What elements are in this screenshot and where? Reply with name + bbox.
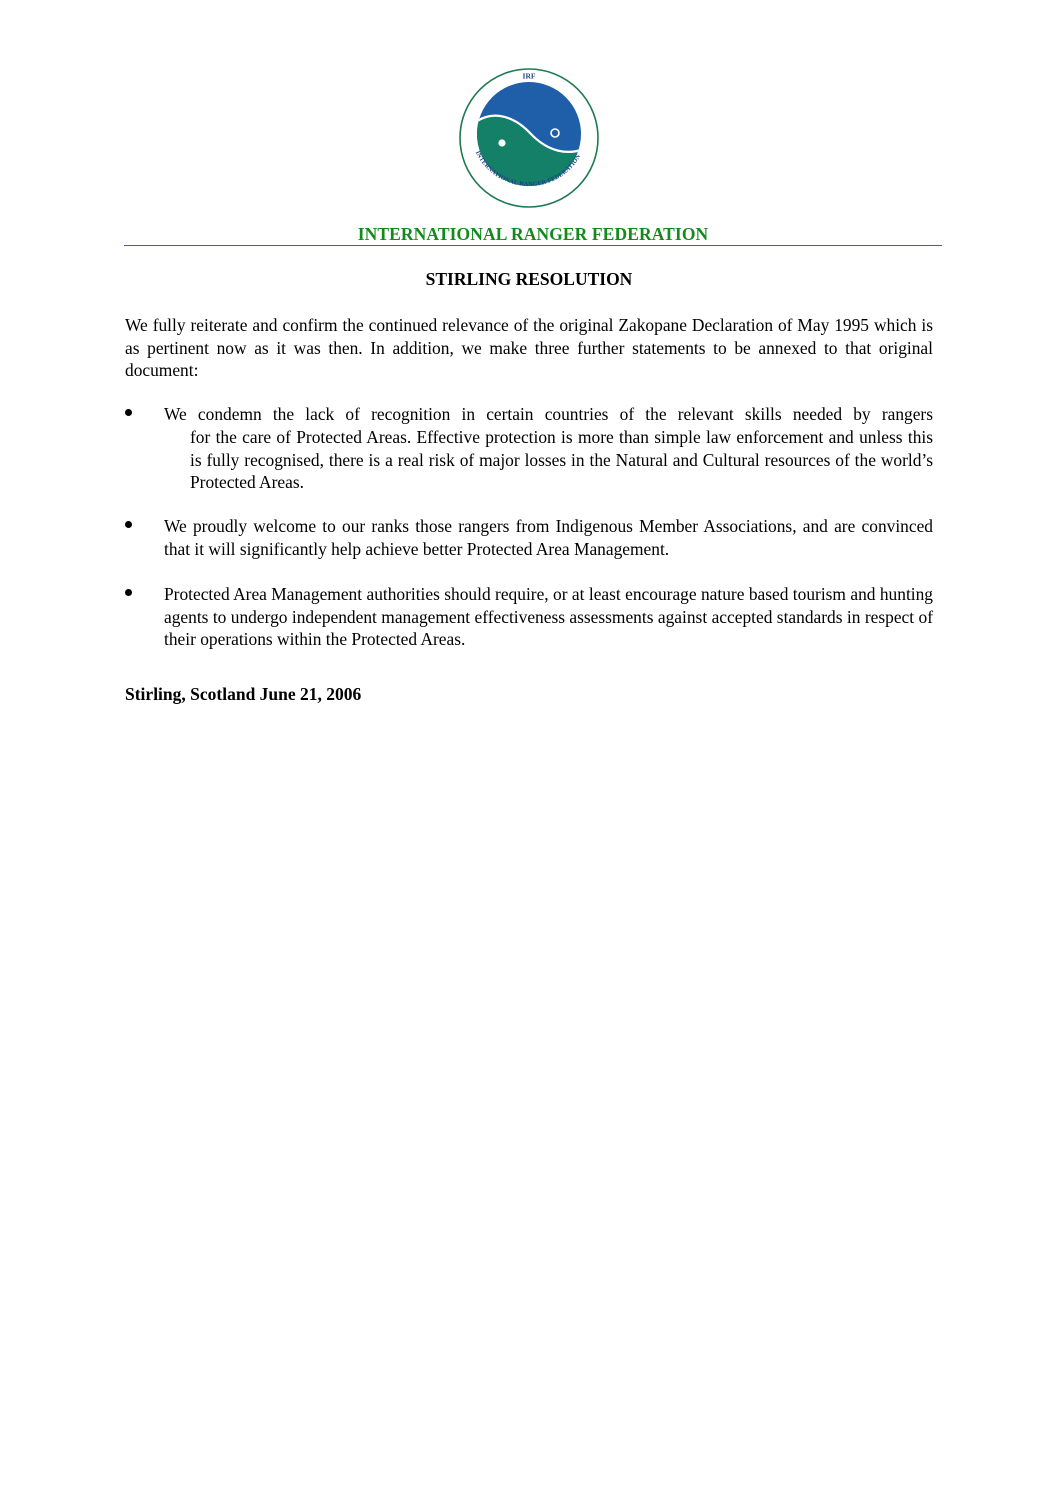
bullet-2-text: We proudly welcome to our ranks those rangers from Indigenous Member Associations, and are convinced that it will significantly help achieve better Protected Area Management. (164, 516, 933, 559)
document-title: STIRLING RESOLUTION (425, 269, 633, 289)
logo-dot-left (498, 139, 505, 146)
intro-paragraph: We fully reiterate and confirm the continued relevance of the original Zakopane Declaration of May 1995 which is as pertinent now as it was then. In addition, we make three further statements to be annexed to that original document: (125, 315, 933, 381)
bullet-dot (125, 521, 132, 528)
bullet-dot (125, 409, 132, 416)
org-title: INTERNATIONAL RANGER FEDERATION (357, 224, 709, 244)
header-rule (124, 245, 942, 246)
logo-ring-text: INTERNATIONAL RANGER FEDERATION (473, 149, 583, 189)
logo-abbr: IRF (522, 71, 536, 81)
bullet-dot (125, 589, 132, 596)
bullet-1-first-line: We condemn the lack of recognition in certain countries of the relevant skills needed by rangers (164, 404, 933, 424)
bullet-1-continuation: for the care of Protected Areas. Effective protection is more than simple law enforcement and unless this is fully recognised, there is a real risk of major losses in the Natural and Cultural resources of the world’s Protected Areas. (190, 427, 933, 493)
irf-logo (458, 67, 600, 209)
bullet-3-text: Protected Area Management authorities should require, or at least encourage nature based tourism and hunting agents to undergo independent management effectiveness assessments against accepted standards in respect of their operations within the Protected Areas. (164, 584, 933, 650)
signoff-place-date: Stirling, Scotland June 21, 2006 (125, 684, 362, 704)
